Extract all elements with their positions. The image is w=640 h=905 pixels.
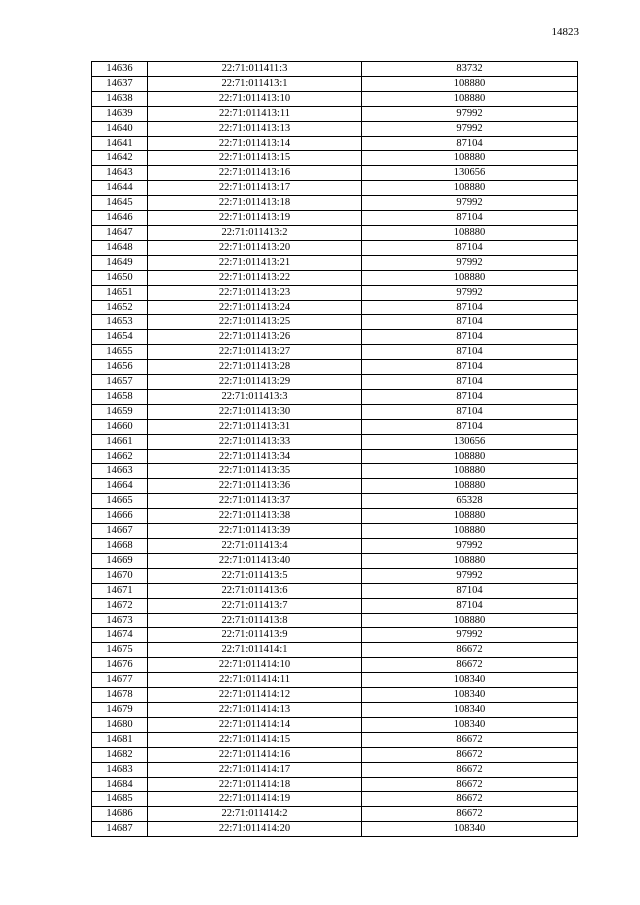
row-number-cell: 14674 — [92, 628, 148, 643]
table-row — [92, 658, 578, 673]
row-number-cell: 14678 — [92, 688, 148, 703]
row-number-cell: 14677 — [92, 673, 148, 688]
table-row — [92, 792, 578, 807]
cadastral-number-cell: 22:71:011413:21 — [148, 255, 362, 270]
row-number-cell: 14647 — [92, 225, 148, 240]
value-cell: 86672 — [362, 747, 578, 762]
value-cell: 87104 — [362, 345, 578, 360]
value-cell: 87104 — [362, 598, 578, 613]
row-number-cell: 14643 — [92, 166, 148, 181]
value-cell: 108880 — [362, 479, 578, 494]
table-row — [92, 211, 578, 226]
table-row — [92, 628, 578, 643]
value-cell: 108880 — [362, 76, 578, 91]
table-row — [92, 524, 578, 539]
value-cell: 130656 — [362, 434, 578, 449]
table-row — [92, 389, 578, 404]
value-cell: 87104 — [362, 404, 578, 419]
table-row — [92, 613, 578, 628]
cadastral-number-cell: 22:71:011414:13 — [148, 702, 362, 717]
table-row — [92, 285, 578, 300]
table-row — [92, 300, 578, 315]
cadastral-number-cell: 22:71:011413:5 — [148, 568, 362, 583]
cadastral-number-cell: 22:71:011413:38 — [148, 509, 362, 524]
table-row — [92, 777, 578, 792]
row-number-cell: 14667 — [92, 524, 148, 539]
row-number-cell: 14661 — [92, 434, 148, 449]
cadastral-number-cell: 22:71:011414:20 — [148, 822, 362, 837]
cadastral-number-cell: 22:71:011413:24 — [148, 300, 362, 315]
value-cell: 108880 — [362, 524, 578, 539]
table-row — [92, 598, 578, 613]
cadastral-number-cell: 22:71:011413:1 — [148, 76, 362, 91]
table-row — [92, 315, 578, 330]
cadastral-number-cell: 22:71:011413:29 — [148, 375, 362, 390]
row-number-cell: 14670 — [92, 568, 148, 583]
value-cell: 108880 — [362, 509, 578, 524]
value-cell: 108880 — [362, 91, 578, 106]
value-cell: 108880 — [362, 270, 578, 285]
table-row — [92, 643, 578, 658]
cadastral-number-cell: 22:71:011414:12 — [148, 688, 362, 703]
value-cell: 87104 — [362, 330, 578, 345]
cadastral-number-cell: 22:71:011413:17 — [148, 181, 362, 196]
table-row — [92, 240, 578, 255]
table-row — [92, 732, 578, 747]
row-number-cell: 14644 — [92, 181, 148, 196]
value-cell: 108880 — [362, 464, 578, 479]
value-cell: 86672 — [362, 732, 578, 747]
table-row — [92, 568, 578, 583]
table-row — [92, 375, 578, 390]
table-row — [92, 360, 578, 375]
value-cell: 97992 — [362, 196, 578, 211]
value-cell: 87104 — [362, 211, 578, 226]
cadastral-number-cell: 22:71:011414:10 — [148, 658, 362, 673]
cadastral-number-cell: 22:71:011413:13 — [148, 121, 362, 136]
value-cell: 97992 — [362, 539, 578, 554]
table-row — [92, 673, 578, 688]
table-row — [92, 583, 578, 598]
row-number-cell: 14685 — [92, 792, 148, 807]
value-cell: 87104 — [362, 389, 578, 404]
row-number-cell: 14656 — [92, 360, 148, 375]
row-number-cell: 14651 — [92, 285, 148, 300]
cadastral-number-cell: 22:71:011414:2 — [148, 807, 362, 822]
value-cell: 86672 — [362, 792, 578, 807]
row-number-cell: 14652 — [92, 300, 148, 315]
row-number-cell: 14684 — [92, 777, 148, 792]
cadastral-number-cell: 22:71:011413:16 — [148, 166, 362, 181]
row-number-cell: 14642 — [92, 151, 148, 166]
table-body — [92, 62, 578, 837]
cadastral-number-cell: 22:71:011414:17 — [148, 762, 362, 777]
cadastral-number-cell: 22:71:011413:28 — [148, 360, 362, 375]
cadastral-number-cell: 22:71:011413:26 — [148, 330, 362, 345]
value-cell: 86672 — [362, 762, 578, 777]
value-cell: 108340 — [362, 688, 578, 703]
cadastral-number-cell: 22:71:011413:23 — [148, 285, 362, 300]
row-number-cell: 14668 — [92, 539, 148, 554]
cadastral-number-cell: 22:71:011413:33 — [148, 434, 362, 449]
table-row — [92, 762, 578, 777]
table-row — [92, 688, 578, 703]
cadastral-number-cell: 22:71:011414:14 — [148, 717, 362, 732]
row-number-cell: 14638 — [92, 91, 148, 106]
row-number-cell: 14679 — [92, 702, 148, 717]
row-number-cell: 14672 — [92, 598, 148, 613]
cadastral-number-cell: 22:71:011413:22 — [148, 270, 362, 285]
row-number-cell: 14657 — [92, 375, 148, 390]
cadastral-number-cell: 22:71:011413:18 — [148, 196, 362, 211]
value-cell: 87104 — [362, 583, 578, 598]
row-number-cell: 14662 — [92, 449, 148, 464]
table-row — [92, 76, 578, 91]
cadastral-number-cell: 22:71:011413:39 — [148, 524, 362, 539]
value-cell: 87104 — [362, 300, 578, 315]
row-number-cell: 14650 — [92, 270, 148, 285]
row-number-cell: 14680 — [92, 717, 148, 732]
cadastral-number-cell: 22:71:011413:27 — [148, 345, 362, 360]
table-row — [92, 225, 578, 240]
table-row — [92, 91, 578, 106]
row-number-cell: 14664 — [92, 479, 148, 494]
value-cell: 108340 — [362, 702, 578, 717]
value-cell: 97992 — [362, 255, 578, 270]
value-cell: 108880 — [362, 151, 578, 166]
row-number-cell: 14639 — [92, 106, 148, 121]
cadastral-number-cell: 22:71:011413:34 — [148, 449, 362, 464]
row-number-cell: 14649 — [92, 255, 148, 270]
table-row — [92, 553, 578, 568]
table-row — [92, 62, 578, 77]
row-number-cell: 14669 — [92, 553, 148, 568]
table-row — [92, 270, 578, 285]
row-number-cell: 14653 — [92, 315, 148, 330]
cadastral-number-cell: 22:71:011413:40 — [148, 553, 362, 568]
cadastral-number-cell: 22:71:011413:36 — [148, 479, 362, 494]
row-number-cell: 14671 — [92, 583, 148, 598]
cadastral-number-cell: 22:71:011414:16 — [148, 747, 362, 762]
cadastral-number-cell: 22:71:011413:19 — [148, 211, 362, 226]
cadastral-number-cell: 22:71:011413:2 — [148, 225, 362, 240]
row-number-cell: 14675 — [92, 643, 148, 658]
row-number-cell: 14665 — [92, 494, 148, 509]
table-row — [92, 121, 578, 136]
row-number-cell: 14686 — [92, 807, 148, 822]
value-cell: 97992 — [362, 628, 578, 643]
value-cell: 97992 — [362, 285, 578, 300]
table-row — [92, 449, 578, 464]
row-number-cell: 14655 — [92, 345, 148, 360]
row-number-cell: 14654 — [92, 330, 148, 345]
table-row — [92, 479, 578, 494]
value-cell: 108880 — [362, 613, 578, 628]
cadastral-number-cell: 22:71:011413:8 — [148, 613, 362, 628]
value-cell: 108340 — [362, 822, 578, 837]
table-row — [92, 181, 578, 196]
row-number-cell: 14682 — [92, 747, 148, 762]
value-cell: 87104 — [362, 315, 578, 330]
value-cell: 130656 — [362, 166, 578, 181]
cadastral-number-cell: 22:71:011413:7 — [148, 598, 362, 613]
table-row — [92, 747, 578, 762]
cadastral-number-cell: 22:71:011413:9 — [148, 628, 362, 643]
value-cell: 86672 — [362, 658, 578, 673]
table-row — [92, 404, 578, 419]
table-row — [92, 419, 578, 434]
table-row — [92, 330, 578, 345]
cadastral-number-cell: 22:71:011413:4 — [148, 539, 362, 554]
cadastral-number-cell: 22:71:011413:37 — [148, 494, 362, 509]
row-number-cell: 14660 — [92, 419, 148, 434]
cadastral-number-cell: 22:71:011413:25 — [148, 315, 362, 330]
row-number-cell: 14646 — [92, 211, 148, 226]
row-number-cell: 14663 — [92, 464, 148, 479]
cadastral-number-cell: 22:71:011414:19 — [148, 792, 362, 807]
table-row — [92, 702, 578, 717]
row-number-cell: 14637 — [92, 76, 148, 91]
row-number-cell: 14640 — [92, 121, 148, 136]
cadastral-number-cell: 22:71:011414:18 — [148, 777, 362, 792]
row-number-cell: 14687 — [92, 822, 148, 837]
value-cell: 108340 — [362, 673, 578, 688]
value-cell: 108880 — [362, 449, 578, 464]
row-number-cell: 14666 — [92, 509, 148, 524]
cadastral-number-cell: 22:71:011414:1 — [148, 643, 362, 658]
value-cell: 87104 — [362, 375, 578, 390]
row-number-cell: 14636 — [92, 62, 148, 77]
value-cell: 108880 — [362, 225, 578, 240]
table-row — [92, 136, 578, 151]
cadastral-number-cell: 22:71:011413:3 — [148, 389, 362, 404]
value-cell: 108340 — [362, 717, 578, 732]
table-row — [92, 807, 578, 822]
table-row — [92, 539, 578, 554]
table-row — [92, 255, 578, 270]
cadastral-number-cell: 22:71:011413:20 — [148, 240, 362, 255]
cadastral-number-cell: 22:71:011413:14 — [148, 136, 362, 151]
cadastral-number-cell: 22:71:011413:10 — [148, 91, 362, 106]
page-number: 14823 — [551, 26, 579, 38]
cadastral-number-cell: 22:71:011414:11 — [148, 673, 362, 688]
row-number-cell: 14648 — [92, 240, 148, 255]
table-row — [92, 494, 578, 509]
cadastral-number-cell: 22:71:011414:15 — [148, 732, 362, 747]
value-cell: 97992 — [362, 106, 578, 121]
value-cell: 87104 — [362, 240, 578, 255]
value-cell: 86672 — [362, 643, 578, 658]
table-row — [92, 151, 578, 166]
row-number-cell: 14659 — [92, 404, 148, 419]
value-cell: 87104 — [362, 136, 578, 151]
cadastral-number-cell: 22:71:011413:11 — [148, 106, 362, 121]
table-row — [92, 434, 578, 449]
row-number-cell: 14645 — [92, 196, 148, 211]
table-row — [92, 196, 578, 211]
value-cell: 86672 — [362, 777, 578, 792]
value-cell: 97992 — [362, 568, 578, 583]
value-cell: 108880 — [362, 181, 578, 196]
row-number-cell: 14676 — [92, 658, 148, 673]
row-number-cell: 14683 — [92, 762, 148, 777]
cadastral-number-cell: 22:71:011413:6 — [148, 583, 362, 598]
row-number-cell: 14658 — [92, 389, 148, 404]
row-number-cell: 14673 — [92, 613, 148, 628]
value-cell: 83732 — [362, 62, 578, 77]
table-row — [92, 345, 578, 360]
table-row — [92, 509, 578, 524]
cadastral-number-cell: 22:71:011413:31 — [148, 419, 362, 434]
row-number-cell: 14641 — [92, 136, 148, 151]
table-row — [92, 822, 578, 837]
table-row — [92, 106, 578, 121]
table-row — [92, 717, 578, 732]
table-row — [92, 464, 578, 479]
value-cell: 108880 — [362, 553, 578, 568]
cadastral-number-cell: 22:71:011413:35 — [148, 464, 362, 479]
value-cell: 87104 — [362, 419, 578, 434]
cadastral-number-cell: 22:71:011413:30 — [148, 404, 362, 419]
table-row — [92, 166, 578, 181]
data-table — [91, 61, 578, 837]
value-cell: 87104 — [362, 360, 578, 375]
cadastral-number-cell: 22:71:011413:15 — [148, 151, 362, 166]
value-cell: 97992 — [362, 121, 578, 136]
value-cell: 86672 — [362, 807, 578, 822]
cadastral-number-cell: 22:71:011411:3 — [148, 62, 362, 77]
row-number-cell: 14681 — [92, 732, 148, 747]
value-cell: 65328 — [362, 494, 578, 509]
